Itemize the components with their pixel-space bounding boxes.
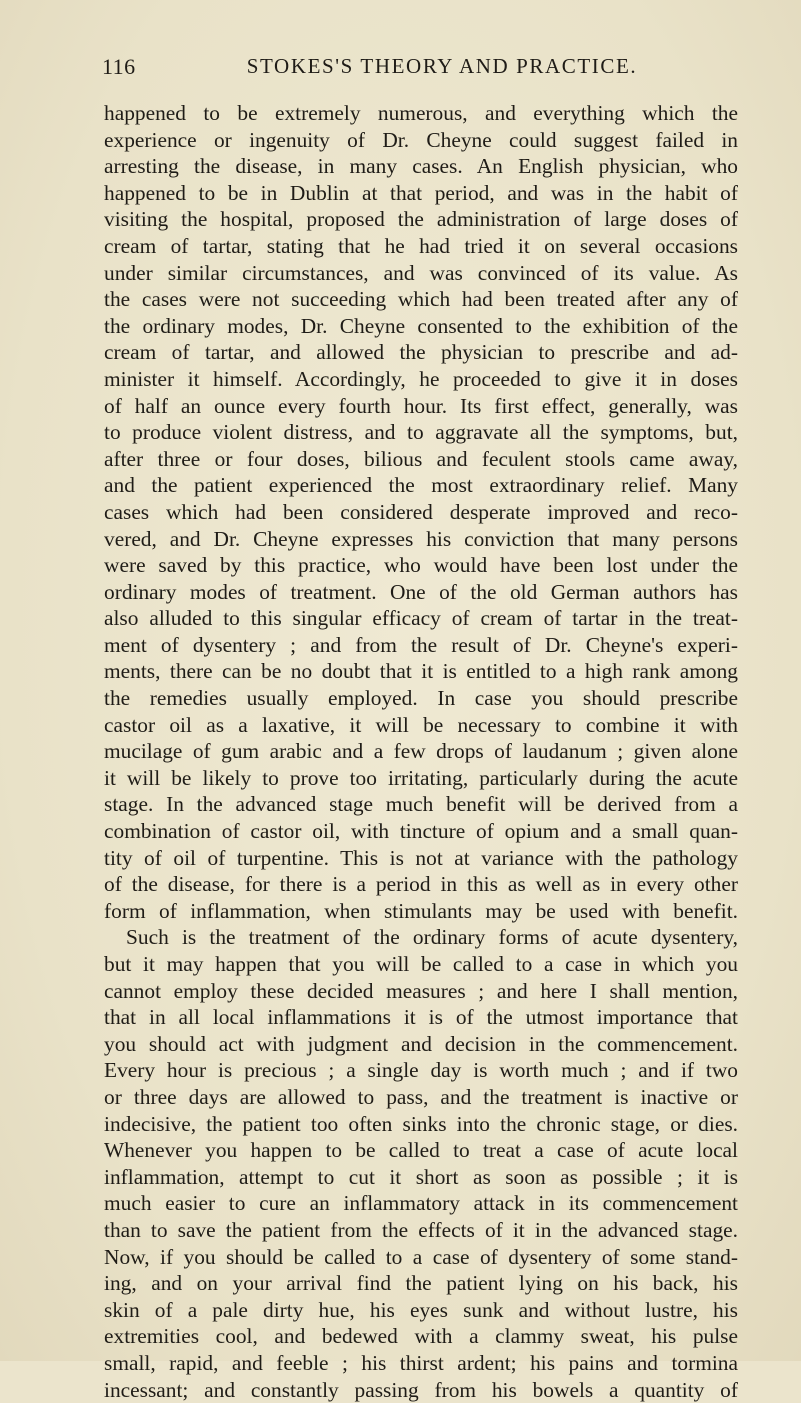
text-line: ments, there can be no doubt that it is entitled to a high rank among: [104, 658, 738, 685]
text-line: form of inflammation, when stimulants may be used with benefit.: [104, 898, 738, 925]
text-line: but it may happen that you will be called to a case in which you: [104, 951, 738, 978]
text-line: Such is the treatment of the ordinary forms of acute dysentery,: [104, 924, 738, 951]
body-text: [104, 100, 738, 1300]
page-number: 116: [102, 54, 136, 80]
text-line: incessant; and constantly passing from his bowels a quantity of: [104, 1377, 738, 1403]
text-line: Now, if you should be called to a case of dysentery of some stand-: [104, 1244, 738, 1271]
text-line: you should act with judgment and decision in the commencement.: [104, 1031, 738, 1058]
text-line: than to save the patient from the effects of it in the advanced stage.: [104, 1217, 738, 1244]
text-line: also alluded to this singular efficacy of cream of tartar in the treat-: [104, 605, 738, 632]
text-line: were saved by this practice, who would have been lost under the: [104, 552, 738, 579]
text-line: Every hour is precious ; a single day is worth much ; and if two: [104, 1057, 738, 1084]
text-line: Whenever you happen to be called to treat a case of acute local: [104, 1137, 738, 1164]
text-line: of the disease, for there is a period in this as well as in every other: [104, 871, 738, 898]
text-line: tity of oil of turpentine. This is not at variance with the pathology: [104, 845, 738, 872]
text-line: the ordinary modes, Dr. Cheyne consented to the exhibition of the: [104, 313, 738, 340]
text-line: the remedies usually employed. In case you should prescribe: [104, 685, 738, 712]
text-line: ordinary modes of treatment. One of the old German authors has: [104, 579, 738, 606]
text-line: cream of tartar, and allowed the physician to prescribe and ad-: [104, 339, 738, 366]
running-head: [102, 54, 742, 80]
text-line: combination of castor oil, with tincture of opium and a small quan-: [104, 818, 738, 845]
text-line: experience or ingenuity of Dr. Cheyne could suggest failed in: [104, 127, 738, 154]
text-line: visiting the hospital, proposed the administration of large doses of: [104, 206, 738, 233]
text-line: to produce violent distress, and to aggravate all the symptoms, but,: [104, 419, 738, 446]
text-line: much easier to cure an inflammatory attack in its commencement: [104, 1190, 738, 1217]
text-line: small, rapid, and feeble ; his thirst ardent; his pains and tormina: [104, 1350, 738, 1377]
text-line: cream of tartar, stating that he had tried it on several occasions: [104, 233, 738, 260]
text-line: after three or four doses, bilious and feculent stools came away,: [104, 446, 738, 473]
text-line: extremities cool, and bedewed with a clammy sweat, his pulse: [104, 1323, 738, 1350]
text-line: mucilage of gum arabic and a few drops of laudanum ; given alone: [104, 738, 738, 765]
text-line: happened to be in Dublin at that period, and was in the habit of: [104, 180, 738, 207]
text-line: or three days are allowed to pass, and the treatment is inactive or: [104, 1084, 738, 1111]
text-line: and the patient experienced the most extraordinary relief. Many: [104, 472, 738, 499]
text-line: arresting the disease, in many cases. An English physician, who: [104, 153, 738, 180]
text-line: ing, and on your arrival find the patient lying on his back, his: [104, 1270, 738, 1297]
text-line: skin of a pale dirty hue, his eyes sunk and without lustre, his: [104, 1297, 738, 1324]
text-line: cannot employ these decided measures ; and here I shall mention,: [104, 978, 738, 1005]
text-line: indecisive, the patient too often sinks into the chronic stage, or dies.: [104, 1111, 738, 1138]
text-line: it will be likely to prove too irritating, particularly during the acute: [104, 765, 738, 792]
text-line: vered, and Dr. Cheyne expresses his conviction that many persons: [104, 526, 738, 553]
running-title: STOKES'S THEORY AND PRACTICE.: [102, 54, 742, 79]
text-line: castor oil as a laxative, it will be necessary to combine it with: [104, 712, 738, 739]
text-line: happened to be extremely numerous, and everything which the: [104, 100, 738, 127]
text-line: stage. In the advanced stage much benefit will be derived from a: [104, 791, 738, 818]
text-line: inflammation, attempt to cut it short as soon as possible ; it is: [104, 1164, 738, 1191]
text-line: ment of dysentery ; and from the result of Dr. Cheyne's experi-: [104, 632, 738, 659]
text-line: of half an ounce every fourth hour. Its first effect, generally, was: [104, 393, 738, 420]
text-line: cases which had been considered desperate improved and reco-: [104, 499, 738, 526]
text-line: under similar circumstances, and was convinced of its value. As: [104, 260, 738, 287]
text-line: minister it himself. Accordingly, he proceeded to give it in doses: [104, 366, 738, 393]
text-line: that in all local inflammations it is of the utmost importance that: [104, 1004, 738, 1031]
text-line: the cases were not succeeding which had been treated after any of: [104, 286, 738, 313]
